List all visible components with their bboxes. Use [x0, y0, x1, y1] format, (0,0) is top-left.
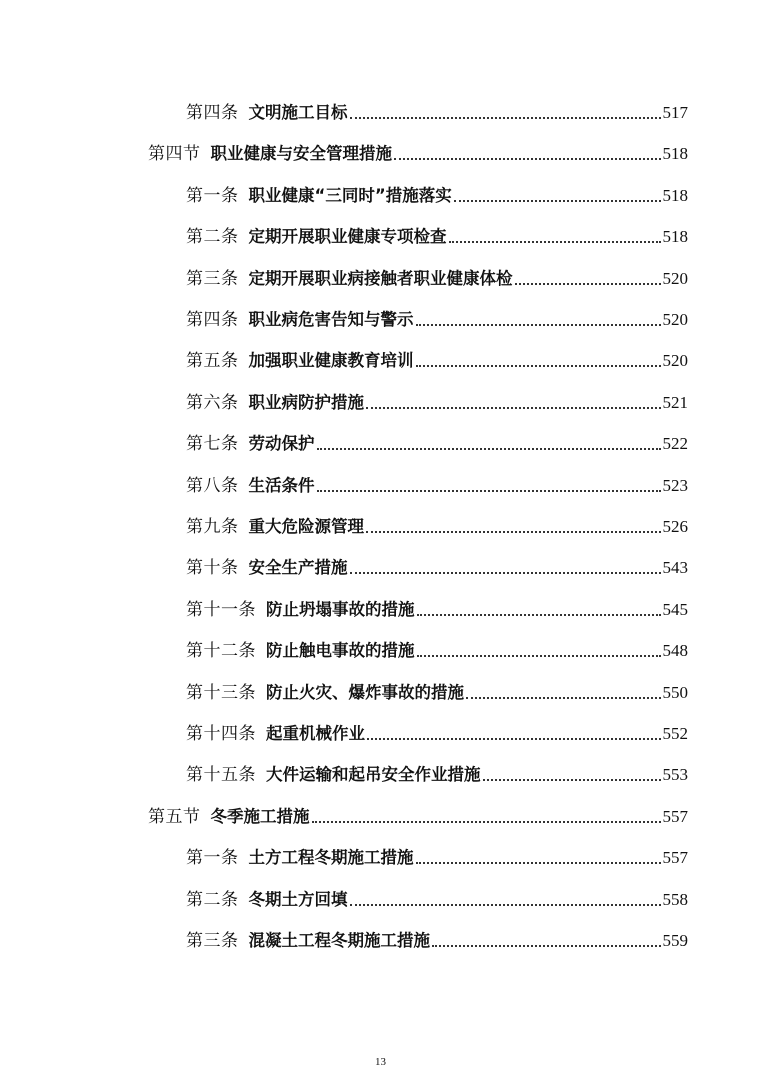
toc-entry-number: 第四条: [186, 103, 239, 123]
toc-entry-number: 第四节: [148, 144, 201, 165]
toc-entry-number: 第十五条: [186, 765, 256, 786]
toc-article-entry[interactable]: [186, 469, 688, 497]
toc-entry-number: 第五节: [148, 806, 201, 827]
toc-entry-title: 安全生产措施: [248, 558, 348, 578]
toc-dot-leader: [416, 862, 661, 864]
toc-article-entry[interactable]: [186, 593, 688, 621]
toc-article-entry[interactable]: [186, 717, 688, 745]
page-number: 13: [375, 1056, 386, 1068]
toc-dot-leader: [417, 614, 661, 616]
toc-entry-page: 518: [662, 227, 688, 247]
toc-entry-title: 文明施工目标: [248, 103, 348, 122]
toc-entry-number: 第八条: [186, 475, 239, 496]
toc-entry-number: 第一条: [186, 185, 239, 206]
toc-dot-leader: [312, 821, 661, 823]
toc-entry-number: 第五条: [186, 351, 239, 372]
toc-entry-page: 543: [662, 558, 688, 578]
toc-dot-leader: [317, 448, 661, 450]
toc-dot-leader: [350, 904, 661, 906]
toc-entry-number: 第九条: [186, 517, 239, 537]
toc-dot-leader: [449, 241, 661, 243]
toc-dot-leader: [350, 572, 661, 574]
toc-dot-leader: [483, 779, 661, 781]
toc-entry-number: 第二条: [186, 227, 239, 248]
toc-article-entry[interactable]: [186, 303, 688, 331]
toc-entry-title: 起重机械作业: [266, 724, 365, 743]
toc-entry-page: 548: [662, 641, 688, 661]
toc-entry-title: 防止触电事故的措施: [266, 641, 415, 661]
toc-entry-title: 冬季施工措施: [210, 806, 310, 826]
toc-dot-leader: [394, 158, 661, 160]
toc-entry-title: 职业病危害告知与警示: [248, 310, 414, 329]
toc-entry-page: 523: [662, 475, 688, 495]
toc-entry-title: 加强职业健康教育培训: [248, 351, 414, 371]
toc-article-entry[interactable]: [186, 634, 688, 662]
toc-article-entry[interactable]: [186, 551, 688, 579]
toc-entry-title: 冬期土方回填: [248, 889, 348, 909]
toc-entry-page: 526: [662, 517, 688, 536]
toc-dot-leader: [466, 697, 661, 699]
toc-entry-title: 大件运输和起吊安全作业措施: [266, 765, 481, 785]
toc-dot-leader: [417, 655, 661, 657]
toc-entry-page: 550: [662, 682, 688, 702]
toc-article-entry[interactable]: [186, 676, 688, 704]
toc-entry-number: 第四条: [186, 310, 239, 330]
toc-article-entry[interactable]: [186, 510, 688, 538]
toc-article-entry[interactable]: [186, 344, 688, 372]
toc-dot-leader: [432, 945, 661, 947]
toc-article-entry[interactable]: [186, 883, 688, 911]
toc-entry-title: 职业病防护措施: [248, 392, 364, 412]
toc-entry-page: 557: [662, 848, 688, 868]
toc-entry-page: 545: [662, 599, 688, 619]
toc-entry-title: 防止火灾、爆炸事故的措施: [266, 682, 464, 702]
toc-entry-page: 520: [662, 268, 688, 288]
toc-entry-title: 生活条件: [248, 475, 315, 495]
toc-entry-number: 第六条: [186, 392, 239, 413]
toc-dot-leader: [366, 531, 661, 533]
toc-entry-number: 第二条: [186, 889, 239, 910]
toc-entry-title: 劳动保护: [248, 434, 315, 454]
toc-entry-page: 522: [662, 434, 688, 454]
toc-entry-number: 第一条: [186, 848, 239, 869]
toc-entry-page: 518: [662, 185, 688, 205]
toc-entry-title: 定期开展职业健康专项检查: [248, 227, 447, 247]
toc-dot-leader: [366, 407, 661, 409]
toc-entry-page: 558: [662, 889, 688, 909]
toc-section-entry[interactable]: [148, 137, 688, 165]
toc-entry-title: 混凝土工程冬期施工措施: [248, 931, 430, 950]
toc-entry-title: 防止坍塌事故的措施: [266, 599, 415, 619]
toc-entry-number: 第十三条: [186, 682, 256, 703]
toc-entry-title: 土方工程冬期施工措施: [248, 848, 414, 868]
toc-entry-title: 职业健康“三同时”措施落实: [248, 185, 452, 205]
toc-entry-page: 520: [662, 310, 688, 329]
toc-entry-page: 518: [662, 144, 688, 164]
toc-entry-number: 第十条: [186, 558, 239, 579]
toc-entry-number: 第十二条: [186, 641, 256, 662]
toc-section-entry[interactable]: [148, 800, 688, 828]
toc-entry-title: 重大危险源管理: [248, 517, 364, 536]
toc-article-entry[interactable]: [186, 758, 688, 786]
toc-entry-number: 第三条: [186, 268, 239, 289]
toc-article-entry[interactable]: [186, 924, 688, 952]
toc-entry-number: 第七条: [186, 434, 239, 455]
toc-entry-page: 559: [662, 931, 688, 950]
toc-entry-title: 定期开展职业病接触者职业健康体检: [248, 268, 513, 288]
toc-article-entry[interactable]: [186, 179, 688, 207]
toc-dot-leader: [367, 738, 661, 740]
toc-entry-page: 517: [662, 103, 688, 122]
toc-entry-page: 520: [662, 351, 688, 371]
toc-entry-page: 521: [662, 392, 688, 412]
toc-entry-number: 第十四条: [186, 724, 256, 744]
toc-article-entry[interactable]: [186, 96, 688, 124]
toc-entry-page: 557: [662, 806, 688, 826]
toc-dot-leader: [350, 117, 661, 119]
toc-dot-leader: [454, 200, 661, 202]
toc-dot-leader: [416, 324, 661, 326]
toc-dot-leader: [317, 490, 661, 492]
toc-entry-number: 第十一条: [186, 599, 256, 620]
toc-entry-number: 第三条: [186, 931, 239, 951]
toc-article-entry[interactable]: [186, 386, 688, 414]
toc-entry-page: 553: [662, 765, 688, 785]
toc-dot-leader: [416, 365, 661, 367]
toc-article-entry[interactable]: [186, 427, 688, 455]
toc-entry-page: 552: [662, 724, 688, 743]
toc-dot-leader: [515, 283, 661, 285]
toc-article-entry[interactable]: [186, 841, 688, 869]
toc-article-entry[interactable]: [186, 262, 688, 290]
toc-article-entry[interactable]: [186, 220, 688, 248]
toc-entry-title: 职业健康与安全管理措施: [210, 144, 392, 164]
